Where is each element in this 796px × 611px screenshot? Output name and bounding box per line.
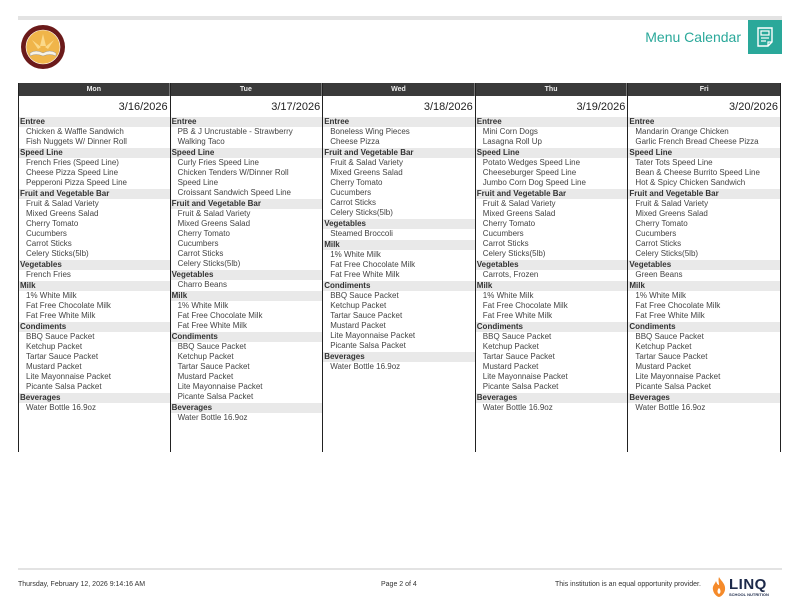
menu-category: Beverages: [19, 393, 170, 403]
menu-category: Beverages: [628, 393, 780, 403]
menu-item: Cherry Tomato: [482, 219, 536, 228]
day-header: Fri: [628, 83, 780, 96]
menu-calendar-grid: [18, 83, 781, 452]
menu-category: Entree: [476, 117, 628, 127]
menu-item: Fruit & Salad Variety: [635, 199, 709, 208]
bottom-divider: [18, 568, 782, 570]
menu-item: Fat Free Chocolate Milk: [177, 311, 263, 320]
menu-item: Mustard Packet: [482, 362, 539, 371]
menu-category: Milk: [628, 281, 780, 291]
menu-item: Mandarin Orange Chicken: [635, 127, 729, 136]
day-date: 3/18/2026: [423, 101, 473, 113]
menu-item: Mixed Greens Salad: [177, 219, 251, 228]
menu-item: Chicken Tenders W/Dinner Roll: [177, 168, 289, 177]
menu-item: Lasagna Roll Up: [482, 137, 542, 146]
menu-item: Fat Free White Milk: [330, 270, 400, 279]
day-date: 3/19/2026: [576, 101, 626, 113]
menu-item: Tartar Sauce Packet: [482, 352, 555, 361]
menu-item: 1% White Milk: [177, 301, 229, 310]
menu-item: Tater Tots Speed Line: [635, 158, 713, 167]
menu-item: 1% White Milk: [482, 291, 534, 300]
day-date: 3/20/2026: [729, 101, 778, 113]
menu-item: Picante Salsa Packet: [482, 382, 559, 391]
menu-item: Cheese Pizza Speed Line: [26, 168, 119, 177]
day-menu: [628, 116, 780, 452]
menu-item: Fat Free Chocolate Milk: [26, 301, 111, 310]
menu-item: Fruit & Salad Variety: [330, 158, 403, 167]
menu-item: Ketchup Packet: [330, 301, 387, 310]
district-seal-logo: [18, 24, 68, 70]
menu-item: Mustard Packet: [177, 372, 234, 381]
menu-item: Ketchup Packet: [177, 352, 234, 361]
menu-category: Speed Line: [476, 148, 628, 158]
menu-item: Lite Mayonnaise Packet: [635, 372, 721, 381]
menu-item: Fat Free White Milk: [482, 311, 553, 320]
menu-category: Entree: [628, 117, 780, 127]
menu-item: Mini Corn Dogs: [482, 127, 538, 136]
menu-item: Cucumbers: [482, 229, 524, 238]
menu-category: Beverages: [476, 393, 628, 403]
menu-item: Tartar Sauce Packet: [177, 362, 250, 371]
menu-category: Beverages: [323, 352, 475, 362]
menu-item: Picante Salsa Packet: [177, 392, 254, 401]
menu-category: Entree: [19, 117, 170, 127]
menu-item: Cucumbers: [330, 188, 372, 197]
menu-item: Croissant Sandwich Speed Line: [177, 188, 291, 197]
day-header: Tue: [171, 83, 323, 96]
page-header: [645, 20, 782, 54]
menu-category: Vegetables: [171, 270, 323, 280]
menu-item: Mustard Packet: [26, 362, 82, 371]
menu-item: Bean & Cheese Burrito Speed Line: [635, 168, 760, 177]
menu-item: Chicken & Waffle Sandwich: [26, 127, 124, 136]
menu-category: Speed Line: [171, 148, 323, 158]
menu-category: Vegetables: [476, 260, 628, 270]
menu-item: Celery Sticks(5lb): [330, 208, 393, 217]
menu-item: Carrot Sticks: [330, 198, 376, 207]
menu-item: Mixed Greens Salad: [482, 209, 556, 218]
menu-item: Lite Mayonnaise Packet: [330, 331, 416, 340]
menu-category: Condiments: [171, 332, 323, 342]
menu-item: Carrot Sticks: [177, 249, 224, 258]
menu-category: Vegetables: [628, 260, 780, 270]
menu-item: Water Bottle 16.9oz: [26, 403, 96, 412]
menu-category: Speed Line: [628, 148, 780, 158]
menu-category: Condiments: [628, 322, 780, 332]
menu-item: Curly Fries Speed Line: [177, 158, 259, 167]
menu-item: Cucumbers: [177, 239, 219, 248]
day-menu: [19, 116, 170, 452]
menu-category: Fruit and Vegetable Bar: [323, 148, 475, 158]
day-date: 3/17/2026: [271, 101, 321, 113]
menu-item: Cucumbers: [635, 229, 677, 238]
menu-category: Fruit and Vegetable Bar: [171, 199, 323, 209]
menu-item: Carrot Sticks: [26, 239, 72, 248]
menu-item: Ketchup Packet: [482, 342, 539, 351]
linq-logo: [712, 577, 769, 597]
menu-item: Fruit & Salad Variety: [482, 199, 556, 208]
menu-item: Mustard Packet: [635, 362, 691, 371]
menu-category: Vegetables: [19, 260, 170, 270]
menu-item: Lite Mayonnaise Packet: [26, 372, 111, 381]
day-header: Thu: [476, 83, 628, 96]
menu-document-icon[interactable]: [748, 20, 782, 54]
menu-item: Garlic French Bread Cheese Pizza: [635, 137, 759, 146]
menu-category: Entree: [171, 117, 323, 127]
menu-item: Mustard Packet: [330, 321, 386, 330]
linq-brand-sub: SCHOOL NUTRITION: [729, 592, 769, 597]
menu-item: Picante Salsa Packet: [330, 341, 406, 350]
menu-item: Lite Mayonnaise Packet: [177, 382, 263, 391]
menu-item: BBQ Sauce Packet: [330, 291, 399, 300]
menu-item: Tartar Sauce Packet: [26, 352, 99, 361]
equal-opportunity-statement: This institution is an equal opportunity provider.: [555, 581, 701, 588]
menu-item: Water Bottle 16.9oz: [177, 413, 248, 422]
menu-item: Water Bottle 16.9oz: [482, 403, 553, 412]
menu-item: Fish Nuggets W/ Dinner Roll: [26, 137, 127, 146]
menu-category: Fruit and Vegetable Bar: [476, 189, 628, 199]
menu-item: Cucumbers: [26, 229, 67, 238]
menu-item: Tartar Sauce Packet: [330, 311, 403, 320]
menu-category: Speed Line: [19, 148, 170, 158]
menu-item: 1% White Milk: [330, 250, 381, 259]
menu-item: Mixed Greens Salad: [635, 209, 708, 218]
menu-item: Celery Sticks(5lb): [482, 249, 546, 258]
menu-category: Beverages: [171, 403, 323, 413]
day-menu: [171, 116, 323, 452]
menu-item: Cherry Tomato: [177, 229, 230, 238]
menu-item: Green Beans: [635, 270, 683, 279]
menu-item: Mixed Greens Salad: [26, 209, 99, 218]
day-column-thu: [476, 83, 629, 452]
menu-item: Carrots, Frozen: [482, 270, 539, 279]
menu-item: Fat Free Chocolate Milk: [635, 301, 721, 310]
menu-item: French Fries (Speed Line): [26, 158, 119, 167]
menu-item: Charro Beans: [177, 280, 227, 289]
menu-item: Celery Sticks(5lb): [635, 249, 699, 258]
menu-item: Potato Wedges Speed Line: [482, 158, 581, 167]
menu-item: Celery Sticks(5lb): [26, 249, 89, 258]
menu-category: Condiments: [323, 281, 475, 291]
menu-category: Milk: [19, 281, 170, 291]
day-header: Mon: [19, 83, 170, 96]
menu-item: Cherry Tomato: [635, 219, 688, 228]
menu-item: Hot & Spicy Chicken Sandwich: [635, 178, 746, 187]
day-date: 3/16/2026: [118, 101, 168, 113]
menu-item: Water Bottle 16.9oz: [635, 403, 706, 412]
page-title: Menu Calendar: [645, 29, 741, 45]
menu-item: Water Bottle 16.9oz: [330, 362, 401, 371]
menu-category: Milk: [323, 240, 475, 250]
menu-item: BBQ Sauce Packet: [177, 342, 247, 351]
menu-item: Speed Line: [177, 178, 219, 187]
menu-item: Fat Free White Milk: [26, 311, 96, 320]
flame-icon: [712, 577, 726, 597]
menu-item: 1% White Milk: [26, 291, 77, 300]
linq-brand-name: LINQ: [729, 576, 767, 593]
menu-category: Milk: [476, 281, 628, 291]
day-menu: [476, 116, 628, 452]
menu-item: Lite Mayonnaise Packet: [482, 372, 568, 381]
menu-item: Ketchup Packet: [26, 342, 83, 351]
menu-item: Celery Sticks(5lb): [177, 259, 241, 268]
menu-category: Condiments: [19, 322, 170, 332]
day-column-wed: [323, 83, 476, 452]
menu-item: French Fries: [26, 270, 71, 279]
menu-category: Milk: [171, 291, 323, 301]
print-timestamp: Thursday, February 12, 2026 9:14:16 AM: [18, 581, 146, 588]
menu-item: Picante Salsa Packet: [26, 382, 102, 391]
menu-item: BBQ Sauce Packet: [635, 332, 704, 341]
menu-item: Tartar Sauce Packet: [635, 352, 708, 361]
menu-category: Fruit and Vegetable Bar: [19, 189, 170, 199]
menu-item: Cheeseburger Speed Line: [482, 168, 577, 177]
menu-category: Entree: [323, 117, 475, 127]
menu-item: Cherry Tomato: [330, 178, 383, 187]
menu-item: Cheese Pizza: [330, 137, 380, 146]
menu-item: Steamed Broccoli: [330, 229, 393, 238]
menu-item: Ketchup Packet: [635, 342, 692, 351]
menu-item: Fat Free White Milk: [177, 321, 247, 330]
menu-item: BBQ Sauce Packet: [482, 332, 552, 341]
menu-category: Vegetables: [323, 219, 475, 229]
menu-item: BBQ Sauce Packet: [26, 332, 95, 341]
day-header: Wed: [323, 83, 475, 96]
menu-item: Boneless Wing Pieces: [330, 127, 410, 136]
menu-item: PB & J Uncrustable - Strawberry: [177, 127, 293, 136]
menu-item: Fat Free Chocolate Milk: [330, 260, 416, 269]
menu-item: Fat Free White Milk: [635, 311, 705, 320]
page-number: Page 2 of 4: [381, 581, 417, 588]
menu-item: 1% White Milk: [635, 291, 687, 300]
menu-item: Jumbo Corn Dog Speed Line: [482, 178, 586, 187]
menu-item: Fruit & Salad Variety: [26, 199, 99, 208]
menu-item: Mixed Greens Salad: [330, 168, 403, 177]
menu-category: Condiments: [476, 322, 628, 332]
day-column-mon: [18, 83, 171, 452]
day-column-fri: [628, 83, 781, 452]
day-column-tue: [171, 83, 324, 452]
menu-item: Fat Free Chocolate Milk: [482, 301, 568, 310]
menu-item: Walking Taco: [177, 137, 225, 146]
menu-item: Picante Salsa Packet: [635, 382, 711, 391]
menu-item: Carrot Sticks: [635, 239, 682, 248]
menu-item: Fruit & Salad Variety: [177, 209, 251, 218]
menu-item: Pepperoni Pizza Speed Line: [26, 178, 127, 187]
day-menu: [323, 116, 475, 452]
menu-category: Fruit and Vegetable Bar: [628, 189, 780, 199]
menu-item: Carrot Sticks: [482, 239, 529, 248]
menu-item: Cherry Tomato: [26, 219, 79, 228]
